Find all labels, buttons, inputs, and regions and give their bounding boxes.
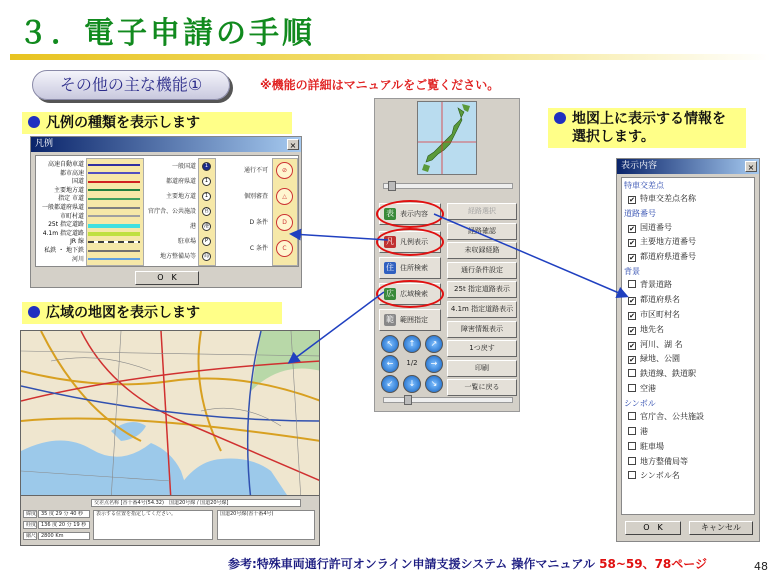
map-symbol-icon: 官 [203, 208, 209, 214]
road-legend-label: 主要地方道 [53, 186, 84, 194]
close-icon[interactable]: × [287, 139, 299, 150]
display-cancel-button[interactable]: キャンセル [689, 521, 753, 535]
nav-button-icon: 範 [386, 315, 394, 324]
option-group-heading: 道路番号 [624, 209, 656, 219]
map-symbol-icon: 1 [202, 192, 211, 201]
display-option-label: 鉄道線、鉄道駅 [640, 369, 696, 379]
pan-arrow-icon[interactable]: ↙ [381, 375, 399, 393]
display-option-label: 主要地方道番号 [640, 237, 696, 247]
road-legend-label: 指定 市道 [58, 195, 84, 203]
message-field: 表示する位置を指定してください。 [93, 510, 213, 540]
restriction-sign-icon: C [276, 240, 293, 257]
road-legend-label: 国道 [71, 178, 84, 186]
display-option-label: 駐車場 [640, 441, 664, 451]
nav-button-icon: 表 [386, 209, 394, 218]
map-symbol-icon: 港 [203, 223, 209, 229]
checkbox[interactable]: ✔ [629, 239, 635, 248]
road-legend-label: 一般都道府県道 [41, 204, 84, 211]
option-group-heading: 背景 [624, 267, 640, 276]
route-button-5[interactable]: 25t 指定道路表示 [447, 281, 517, 298]
checkbox[interactable]: ✔ [629, 297, 635, 306]
road-legend-label: JR 線 [70, 238, 84, 246]
symbol-legend-label: 主要地方道 [165, 193, 196, 200]
option-group-heading: シンボル [624, 398, 656, 408]
map-symbol-icon: 1 [202, 177, 211, 186]
checkbox[interactable]: ✔ [629, 196, 635, 205]
display-option-label: 特車交差点名称 [640, 194, 696, 204]
display-window-titlebar: 表示内容 × [617, 159, 759, 174]
map-symbol-icon: 1 [202, 162, 211, 171]
pan-arrow-icon[interactable]: ↘ [425, 375, 443, 393]
display-ok-button[interactable]: O K [625, 521, 681, 535]
checkbox[interactable]: ✔ [629, 312, 635, 320]
route-button-2[interactable]: 経路確認 [447, 223, 517, 240]
restriction-legend-label: 通行不可 [243, 167, 268, 174]
reference-footer: 参考:特殊車両通行許可オンライン申請支援システム 操作マニュアル 58~59、78ページ [228, 557, 708, 571]
longitude-field: 136 度 20 分 19 秒 [38, 521, 90, 529]
page-number: 48 [754, 560, 768, 573]
display-option-label: シンボル名 [640, 471, 680, 481]
nav-button-label: 表示内容 [400, 210, 428, 218]
restriction-sign-icon: D [276, 214, 293, 231]
symbol-legend-label: 都道府県道 [165, 178, 196, 185]
nav-button-label: 住所検索 [400, 264, 428, 272]
nav-button-label: 広域検索 [400, 290, 428, 298]
road-legend-label: 河川 [71, 255, 84, 263]
callout-map-info: 地図上に表示する情報を 選択します。 [548, 108, 746, 148]
route-button-8[interactable]: 1つ戻す [447, 340, 517, 357]
checkbox[interactable]: ✔ [629, 356, 635, 365]
callout-legend: 凡例の種類を表示します [22, 112, 292, 134]
map-status-bar: 交差点名称 [香十番4号(54.32) 国道20号線 / 国道20号線] 緯度 35 度 29 分 40 秒 経度 136 度 20 分 19 秒 縮尺 2800 Km 表示する位置を指定してください。 国道20号線(香十番4号) [20, 495, 320, 546]
route-button-3[interactable]: 未収録経路 [447, 242, 517, 259]
checkbox[interactable]: ✔ [629, 341, 635, 350]
display-option-label: 官庁舎、公共施設 [640, 412, 704, 422]
symbol-legend-label: 地方整備局等 [159, 253, 196, 260]
display-option-label: 河川、湖 名 [640, 339, 683, 349]
pan-arrow-icon[interactable]: ↓ [403, 375, 421, 393]
restriction-sign-icon: △ [276, 188, 293, 205]
pan-arrow-icon[interactable]: ↗ [425, 335, 443, 353]
display-option-label: 地方整備局等 [640, 456, 688, 466]
route-button-10[interactable]: 一覧に戻る [447, 379, 517, 396]
display-option-label: 都道府県名 [640, 295, 680, 305]
display-option-label: 都道府県道番号 [640, 252, 696, 262]
slide-title: ３．電子申請の手順 [18, 16, 315, 51]
route-button-9[interactable]: 印刷 [447, 360, 517, 377]
checkbox[interactable]: ✔ [629, 224, 635, 233]
checkbox[interactable]: ✔ [629, 326, 635, 335]
nav-button-icon: 広 [386, 289, 394, 298]
road-legend-label: 高速自動車道 [47, 161, 84, 168]
legend-ok-button[interactable]: O K [135, 271, 199, 285]
road-legend-label: 25t 指定道路 [48, 221, 84, 229]
scale-indicator: 1/2 [406, 359, 418, 367]
symbol-legend-label: 官庁舎、公共施設 [147, 208, 196, 215]
info-field: 国道20号線(香十番4号) [217, 510, 315, 540]
callout-wide-map: 広域の地図を表示します [22, 302, 282, 324]
route-button-4[interactable]: 通行条件設定 [447, 262, 517, 279]
route-button-1[interactable]: 経路選択 [447, 203, 517, 220]
restriction-legend-label: D 条件 [249, 219, 268, 226]
route-button-7[interactable]: 障害情報表示 [447, 321, 517, 338]
close-icon[interactable]: × [745, 161, 757, 172]
display-option-label: 空港 [640, 384, 656, 393]
scale-field: 2800 Km [38, 532, 90, 540]
section-pill: その他の主な機能① [32, 70, 230, 100]
manual-note: ※機能の詳細はマニュアルをご覧ください。 [260, 78, 500, 92]
pan-arrow-icon[interactable]: ← [381, 355, 399, 373]
display-option-label: 国道番号 [640, 222, 672, 232]
route-button-6[interactable]: 4.1m 指定道路表示 [447, 301, 517, 318]
road-legend-label: 4.1m 指定道路 [42, 229, 84, 237]
road-legend-label: 都市高速 [59, 169, 84, 177]
pan-arrow-icon[interactable]: → [425, 355, 443, 373]
display-option-label: 港 [640, 427, 648, 436]
option-group-heading: 特車交差点 [624, 181, 664, 190]
nav-button-label: 凡例表示 [400, 238, 428, 246]
symbol-legend-label: 駐車場 [177, 238, 196, 245]
symbol-legend-label: 一般国道 [171, 163, 196, 170]
nav-button-label: 範囲指定 [400, 316, 428, 324]
nav-button-icon: 凡 [386, 237, 394, 246]
checkbox[interactable]: ✔ [629, 254, 635, 263]
legend-window-titlebar: 凡例 × [31, 137, 301, 152]
map-symbol-icon: 局 [203, 253, 209, 259]
symbol-legend-label: 港 [189, 223, 196, 230]
road-legend-label: 市町村道 [59, 212, 84, 220]
display-option-label: 背景道路 [640, 280, 672, 290]
pan-arrow-icon[interactable]: ↑ [403, 335, 421, 353]
nav-button-icon: 住 [386, 263, 394, 272]
pan-arrow-icon[interactable]: ↖ [381, 335, 399, 353]
restriction-sign-icon: ⊘ [276, 162, 293, 179]
display-option-label: 市区町村名 [640, 310, 680, 319]
display-option-label: 緑地、公園 [640, 354, 680, 364]
latitude-field: 35 度 29 分 40 秒 [38, 510, 90, 518]
display-option-label: 地先名 [640, 324, 664, 334]
map-symbol-icon: P [202, 237, 211, 246]
road-legend-label: 私鉄 ・ 地下鉄 [44, 247, 84, 254]
intersection-field: 交差点名称 [香十番4号(54.32) 国道20号線 / 国道20号線] [91, 499, 301, 507]
restriction-legend-label: C 条件 [249, 245, 268, 252]
restriction-legend-label: 個別審査 [243, 193, 268, 200]
